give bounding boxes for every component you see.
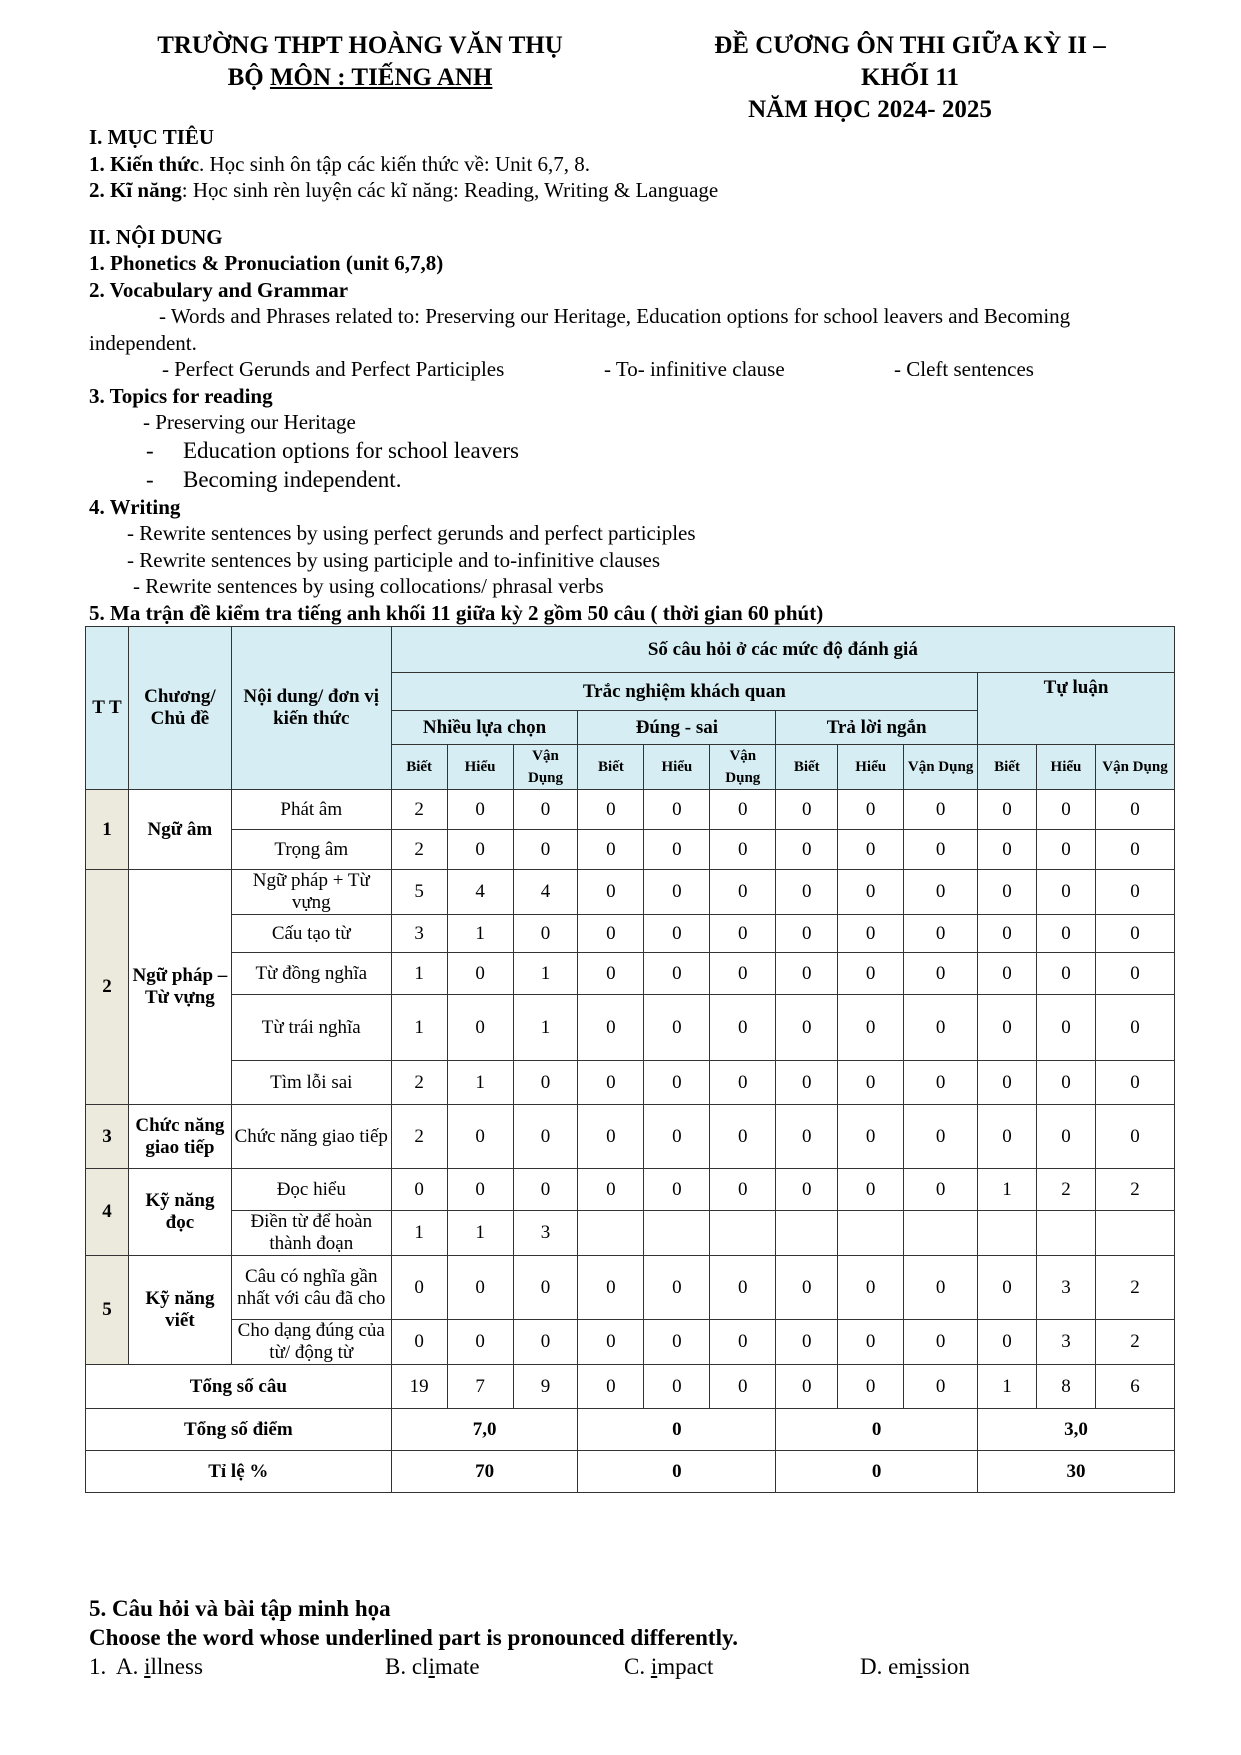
table-row xyxy=(86,1061,1175,1105)
count-cell: 4 xyxy=(447,870,513,915)
count-cell: 0 xyxy=(578,1105,644,1169)
count-cell xyxy=(578,1211,644,1256)
count-cell: 0 xyxy=(1095,915,1174,953)
count-cell: 0 xyxy=(578,953,644,995)
count-cell: 1 xyxy=(447,1211,513,1256)
total-score-row xyxy=(86,1409,1175,1451)
count-cell: 0 xyxy=(710,1169,776,1211)
objective-knowledge xyxy=(89,151,1169,178)
dept-prefix: BỘ xyxy=(227,64,270,91)
count-cell: 0 xyxy=(710,1256,776,1320)
table-row xyxy=(86,1320,1175,1365)
total-score-label: Tổng số điểm xyxy=(86,1409,392,1451)
count-cell: 0 xyxy=(644,790,710,830)
group-number: 2 xyxy=(86,870,129,1105)
content-phonetics: 1. Phonetics & Pronuciation (unit 6,7,8) xyxy=(89,251,444,275)
total-cell: 1 xyxy=(978,1365,1037,1409)
count-cell: 0 xyxy=(904,1169,978,1211)
count-cell: 0 xyxy=(644,915,710,953)
count-cell: 0 xyxy=(578,870,644,915)
count-cell: 0 xyxy=(710,1105,776,1169)
objective-knowledge-text: . Học sinh ôn tập các kiến thức về: Unit 6,7, 8. xyxy=(199,151,591,176)
count-cell: 2 xyxy=(391,830,447,870)
count-cell xyxy=(644,1211,710,1256)
count-cell: 2 xyxy=(391,790,447,830)
count-cell: 0 xyxy=(1037,1105,1096,1169)
ratio-row xyxy=(86,1451,1175,1493)
count-cell: 0 xyxy=(644,1256,710,1320)
grammar-items xyxy=(89,356,1169,383)
count-cell: 0 xyxy=(578,1061,644,1105)
header-level: Hiểu xyxy=(838,745,904,790)
total-questions-row xyxy=(86,1365,1175,1409)
count-cell: 0 xyxy=(710,915,776,953)
count-cell: 0 xyxy=(978,790,1037,830)
count-cell xyxy=(904,1211,978,1256)
count-cell: 0 xyxy=(1037,790,1096,830)
table-row xyxy=(86,995,1175,1061)
count-cell: 0 xyxy=(776,1169,838,1211)
content-vocab-grammar: 2. Vocabulary and Grammar xyxy=(89,277,349,302)
table-row xyxy=(86,790,1175,830)
doc-title-line3: NĂM HỌC 2024- 2025 xyxy=(748,96,992,123)
content-label: Trọng âm xyxy=(231,830,391,870)
count-cell: 0 xyxy=(776,953,838,995)
total-cell: 0 xyxy=(838,1365,904,1409)
count-cell: 0 xyxy=(904,995,978,1061)
total-cell: 6 xyxy=(1095,1365,1174,1409)
total-cell: 19 xyxy=(391,1365,447,1409)
count-cell: 1 xyxy=(447,1061,513,1105)
count-cell: 1 xyxy=(447,915,513,953)
option-c[interactable]: C. impact xyxy=(624,1654,714,1679)
total-cell: 0 xyxy=(904,1365,978,1409)
doc-title-line2: KHỐI 11 xyxy=(861,64,959,91)
count-cell: 0 xyxy=(1037,830,1096,870)
exam-matrix-table xyxy=(85,626,1175,1493)
count-cell: 0 xyxy=(838,953,904,995)
count-cell xyxy=(710,1211,776,1256)
content-label: Đọc hiểu xyxy=(231,1169,391,1211)
header-level: Vận Dụng xyxy=(710,745,776,790)
objective-skills-label: 2. Kĩ năng xyxy=(89,178,182,202)
count-cell: 0 xyxy=(391,1169,447,1211)
content-writing: 4. Writing xyxy=(89,494,181,519)
table-row xyxy=(86,915,1175,953)
header-right xyxy=(650,30,1170,126)
group-name: Kỹ năng đọc xyxy=(128,1169,231,1256)
count-cell: 0 xyxy=(513,1169,578,1211)
header-true-false: Đúng - sai xyxy=(578,711,776,745)
count-cell: 4 xyxy=(513,870,578,915)
count-cell: 0 xyxy=(776,1061,838,1105)
count-cell: 0 xyxy=(838,870,904,915)
count-cell: 3 xyxy=(1037,1256,1096,1320)
count-cell: 0 xyxy=(904,790,978,830)
writing-item-collocations: - Rewrite sentences by using collocations/ phrasal verbs xyxy=(133,574,604,598)
count-cell: 0 xyxy=(838,790,904,830)
reading-topic-independent-text: Becoming independent. xyxy=(183,466,402,492)
group-number: 5 xyxy=(86,1256,129,1365)
vocab-item-words-cont: independent. xyxy=(89,330,197,355)
reading-topic-independent xyxy=(89,465,1169,494)
ratio-label: Tỉ lệ % xyxy=(86,1451,392,1493)
count-cell: 2 xyxy=(391,1105,447,1169)
count-cell: 0 xyxy=(978,1320,1037,1365)
count-cell: 0 xyxy=(644,995,710,1061)
count-cell: 0 xyxy=(776,915,838,953)
count-cell: 0 xyxy=(978,830,1037,870)
count-cell: 0 xyxy=(644,1169,710,1211)
group-name: Ngữ âm xyxy=(128,790,231,870)
objective-skills-text: : Học sinh rèn luyện các kĩ năng: Reading, Writing & Language xyxy=(181,178,719,202)
count-cell: 0 xyxy=(1095,1061,1174,1105)
table-row xyxy=(86,830,1175,870)
total-score-cell: 0 xyxy=(776,1409,978,1451)
count-cell: 0 xyxy=(776,790,838,830)
count-cell: 1 xyxy=(391,995,447,1061)
count-cell: 5 xyxy=(391,870,447,915)
count-cell: 0 xyxy=(776,1105,838,1169)
header-left xyxy=(120,30,600,94)
writing-item-gerunds: - Rewrite sentences by using perfect gerunds and perfect participles xyxy=(127,521,696,545)
count-cell: 0 xyxy=(978,995,1037,1061)
total-cell: 0 xyxy=(710,1365,776,1409)
header-level: Biết xyxy=(391,745,447,790)
ratio-cell: 30 xyxy=(978,1451,1175,1493)
count-cell: 2 xyxy=(1095,1320,1174,1365)
header-level: Vận Dụng xyxy=(1095,745,1174,790)
count-cell xyxy=(1095,1211,1174,1256)
header-level: Vận Dụng xyxy=(904,745,978,790)
table-row xyxy=(86,1256,1175,1320)
group-name: Chức năng giao tiếp xyxy=(128,1105,231,1169)
header-level: Hiểu xyxy=(447,745,513,790)
count-cell: 0 xyxy=(710,953,776,995)
header-level: Biết xyxy=(776,745,838,790)
count-cell: 0 xyxy=(447,1320,513,1365)
total-cell: 9 xyxy=(513,1365,578,1409)
count-cell: 0 xyxy=(447,1256,513,1320)
count-cell: 0 xyxy=(776,1256,838,1320)
question-number: 1. xyxy=(89,1654,107,1679)
school-name: TRƯỜNG THPT HOÀNG VĂN THỤ xyxy=(157,32,563,59)
ratio-cell: 0 xyxy=(578,1451,776,1493)
ratio-cell: 0 xyxy=(776,1451,978,1493)
group-name: Kỹ năng viết xyxy=(128,1256,231,1365)
count-cell: 0 xyxy=(978,1256,1037,1320)
count-cell: 2 xyxy=(1095,1169,1174,1211)
content-label: Cho dạng đúng của từ/ động từ xyxy=(231,1320,391,1365)
ratio-cell: 70 xyxy=(391,1451,578,1493)
count-cell: 0 xyxy=(513,1061,578,1105)
count-cell: 0 xyxy=(904,953,978,995)
header-level: Biết xyxy=(978,745,1037,790)
count-cell: 0 xyxy=(1095,830,1174,870)
count-cell: 2 xyxy=(391,1061,447,1105)
content-label: Tìm lỗi sai xyxy=(231,1061,391,1105)
count-cell: 0 xyxy=(391,1320,447,1365)
count-cell: 1 xyxy=(978,1169,1037,1211)
count-cell: 0 xyxy=(710,790,776,830)
count-cell: 0 xyxy=(1095,1105,1174,1169)
vocab-item-words: - Words and Phrases related to: Preserving our Heritage, Education options for school leavers and Becoming xyxy=(159,304,1071,328)
count-cell: 0 xyxy=(644,1320,710,1365)
count-cell: 3 xyxy=(1037,1320,1096,1365)
count-cell: 1 xyxy=(391,953,447,995)
count-cell: 0 xyxy=(447,830,513,870)
count-cell: 0 xyxy=(776,870,838,915)
count-cell: 0 xyxy=(710,995,776,1061)
count-cell: 0 xyxy=(904,830,978,870)
count-cell: 0 xyxy=(513,1256,578,1320)
header-multiple-choice: Nhiều lựa chọn xyxy=(391,711,578,745)
table-row xyxy=(86,870,1175,915)
content-label: Câu có nghĩa gần nhất với câu đã cho xyxy=(231,1256,391,1320)
count-cell: 0 xyxy=(710,870,776,915)
doc-title-line1: ĐỀ CƯƠNG ÔN THI GIỮA KỲ II – xyxy=(714,32,1106,59)
count-cell: 0 xyxy=(447,995,513,1061)
count-cell: 1 xyxy=(391,1211,447,1256)
total-cell: 0 xyxy=(578,1365,644,1409)
content-label: Từ trái nghĩa xyxy=(231,995,391,1061)
header-question-count: Số câu hỏi ở các mức độ đánh giá xyxy=(391,627,1174,673)
questions-title: 5. Câu hỏi và bài tập minh họa xyxy=(89,1596,391,1621)
total-score-cell: 0 xyxy=(578,1409,776,1451)
count-cell: 0 xyxy=(904,915,978,953)
question-1 xyxy=(89,1652,1179,1681)
header-level: Vận Dụng xyxy=(513,745,578,790)
count-cell: 1 xyxy=(513,995,578,1061)
group-name: Ngữ pháp – Từ vựng xyxy=(128,870,231,1105)
content-label: Chức năng giao tiếp xyxy=(231,1105,391,1169)
header-level: Hiểu xyxy=(644,745,710,790)
option-b[interactable]: B. climate xyxy=(385,1654,480,1679)
count-cell: 0 xyxy=(710,1320,776,1365)
count-cell: 0 xyxy=(578,1256,644,1320)
outline-body xyxy=(89,124,1169,626)
count-cell: 0 xyxy=(838,995,904,1061)
count-cell: 0 xyxy=(513,1105,578,1169)
count-cell: 0 xyxy=(978,915,1037,953)
option-a[interactable]: A. illness xyxy=(116,1654,203,1679)
content-label: Điền từ để hoàn thành đoạn xyxy=(231,1211,391,1256)
total-cell: 8 xyxy=(1037,1365,1096,1409)
total-score-cell: 3,0 xyxy=(978,1409,1175,1451)
count-cell: 0 xyxy=(838,1105,904,1169)
total-cell: 0 xyxy=(776,1365,838,1409)
bullet: - xyxy=(146,466,154,492)
count-cell: 0 xyxy=(644,870,710,915)
count-cell: 0 xyxy=(1037,915,1096,953)
count-cell: 0 xyxy=(513,1320,578,1365)
count-cell: 0 xyxy=(578,1320,644,1365)
group-number: 4 xyxy=(86,1169,129,1256)
header-level: Hiểu xyxy=(1037,745,1096,790)
department xyxy=(120,62,600,94)
count-cell: 0 xyxy=(838,1256,904,1320)
count-cell: 0 xyxy=(1095,953,1174,995)
count-cell: 0 xyxy=(838,915,904,953)
content-label: Từ đồng nghĩa xyxy=(231,953,391,995)
content-label: Cấu tạo từ xyxy=(231,915,391,953)
count-cell: 0 xyxy=(838,1320,904,1365)
count-cell: 0 xyxy=(904,1320,978,1365)
count-cell: 0 xyxy=(447,953,513,995)
count-cell: 0 xyxy=(1037,995,1096,1061)
count-cell: 0 xyxy=(644,830,710,870)
count-cell: 0 xyxy=(578,790,644,830)
count-cell: 0 xyxy=(578,830,644,870)
header-level: Biết xyxy=(578,745,644,790)
count-cell: 0 xyxy=(710,1061,776,1105)
count-cell: 0 xyxy=(838,830,904,870)
count-cell: 3 xyxy=(391,915,447,953)
count-cell: 0 xyxy=(578,995,644,1061)
objective-knowledge-label: 1. Kiến thức xyxy=(89,151,200,176)
header-short-answer: Trả lời ngắn xyxy=(776,711,978,745)
count-cell: 0 xyxy=(978,1061,1037,1105)
bullet: - xyxy=(146,437,154,463)
count-cell: 2 xyxy=(1037,1169,1096,1211)
count-cell: 2 xyxy=(1095,1256,1174,1320)
count-cell: 0 xyxy=(1095,870,1174,915)
count-cell: 0 xyxy=(644,953,710,995)
count-cell: 0 xyxy=(447,790,513,830)
group-number: 1 xyxy=(86,790,129,870)
table-row xyxy=(86,1169,1175,1211)
count-cell: 0 xyxy=(644,1105,710,1169)
count-cell xyxy=(776,1211,838,1256)
group-number: 3 xyxy=(86,1105,129,1169)
dept-name: MÔN : TIẾNG ANH xyxy=(269,64,493,91)
count-cell: 0 xyxy=(1037,870,1096,915)
option-d[interactable]: D. emission xyxy=(860,1654,970,1679)
count-cell: 0 xyxy=(838,1061,904,1105)
table-row xyxy=(86,953,1175,995)
grammar-item-cleft: - Cleft sentences xyxy=(894,357,1034,381)
count-cell: 0 xyxy=(710,830,776,870)
count-cell: 0 xyxy=(776,1320,838,1365)
section-content-title: II. NỘI DUNG xyxy=(89,224,223,249)
content-matrix-title: 5. Ma trận đề kiểm tra tiếng anh khối 11 giữa kỳ 2 gồm 50 câu ( thời gian 60 phút) xyxy=(89,600,824,625)
header-objective: Trắc nghiệm khách quan xyxy=(391,673,977,711)
reading-topic-education-text: Education options for school leavers xyxy=(183,437,519,463)
count-cell: 0 xyxy=(776,995,838,1061)
count-cell: 0 xyxy=(513,790,578,830)
header-content: Nội dung/ đơn vị kiến thức xyxy=(231,627,391,790)
count-cell: 0 xyxy=(904,1105,978,1169)
count-cell: 0 xyxy=(904,1256,978,1320)
count-cell: 0 xyxy=(1037,1061,1096,1105)
count-cell: 0 xyxy=(391,1256,447,1320)
count-cell: 0 xyxy=(978,870,1037,915)
total-score-cell: 7,0 xyxy=(391,1409,578,1451)
questions-instruction: Choose the word whose underlined part is pronounced differently. xyxy=(89,1625,738,1650)
total-cell: 0 xyxy=(644,1365,710,1409)
table-row xyxy=(86,1105,1175,1169)
table-row xyxy=(86,1211,1175,1256)
section-objectives-title: I. MỤC TIÊU xyxy=(89,125,215,149)
count-cell: 0 xyxy=(1095,790,1174,830)
count-cell: 0 xyxy=(447,1105,513,1169)
grammar-item-gerunds: - Perfect Gerunds and Perfect Participles xyxy=(162,357,505,381)
count-cell: 3 xyxy=(513,1211,578,1256)
content-label: Phát âm xyxy=(231,790,391,830)
count-cell: 0 xyxy=(1095,995,1174,1061)
count-cell: 0 xyxy=(1037,953,1096,995)
count-cell xyxy=(978,1211,1037,1256)
count-cell: 0 xyxy=(978,1105,1037,1169)
count-cell: 0 xyxy=(904,870,978,915)
content-label: Ngữ pháp + Từ vựng xyxy=(231,870,391,915)
writing-item-clauses: - Rewrite sentences by using participle and to-infinitive clauses xyxy=(127,547,661,572)
header-essay: Tự luận xyxy=(978,673,1175,745)
count-cell xyxy=(838,1211,904,1256)
objective-skills xyxy=(89,177,1169,204)
count-cell: 0 xyxy=(578,915,644,953)
total-cell: 7 xyxy=(447,1365,513,1409)
count-cell: 0 xyxy=(578,1169,644,1211)
count-cell: 0 xyxy=(513,830,578,870)
count-cell xyxy=(1037,1211,1096,1256)
count-cell: 0 xyxy=(644,1061,710,1105)
grammar-item-infinitive: - To- infinitive clause xyxy=(604,357,785,381)
count-cell: 0 xyxy=(838,1169,904,1211)
count-cell: 0 xyxy=(776,830,838,870)
header-tt: T T xyxy=(86,627,129,790)
content-reading: 3. Topics for reading xyxy=(89,383,273,408)
count-cell: 0 xyxy=(978,953,1037,995)
sample-questions xyxy=(89,1594,1179,1681)
count-cell: 0 xyxy=(904,1061,978,1105)
count-cell: 0 xyxy=(513,915,578,953)
count-cell: 1 xyxy=(513,953,578,995)
reading-topic-education xyxy=(89,436,1169,465)
header-chapter: Chương/ Chủ đề xyxy=(128,627,231,790)
reading-topic-heritage: - Preserving our Heritage xyxy=(143,410,356,434)
total-questions-label: Tổng số câu xyxy=(86,1365,392,1409)
count-cell: 0 xyxy=(447,1169,513,1211)
